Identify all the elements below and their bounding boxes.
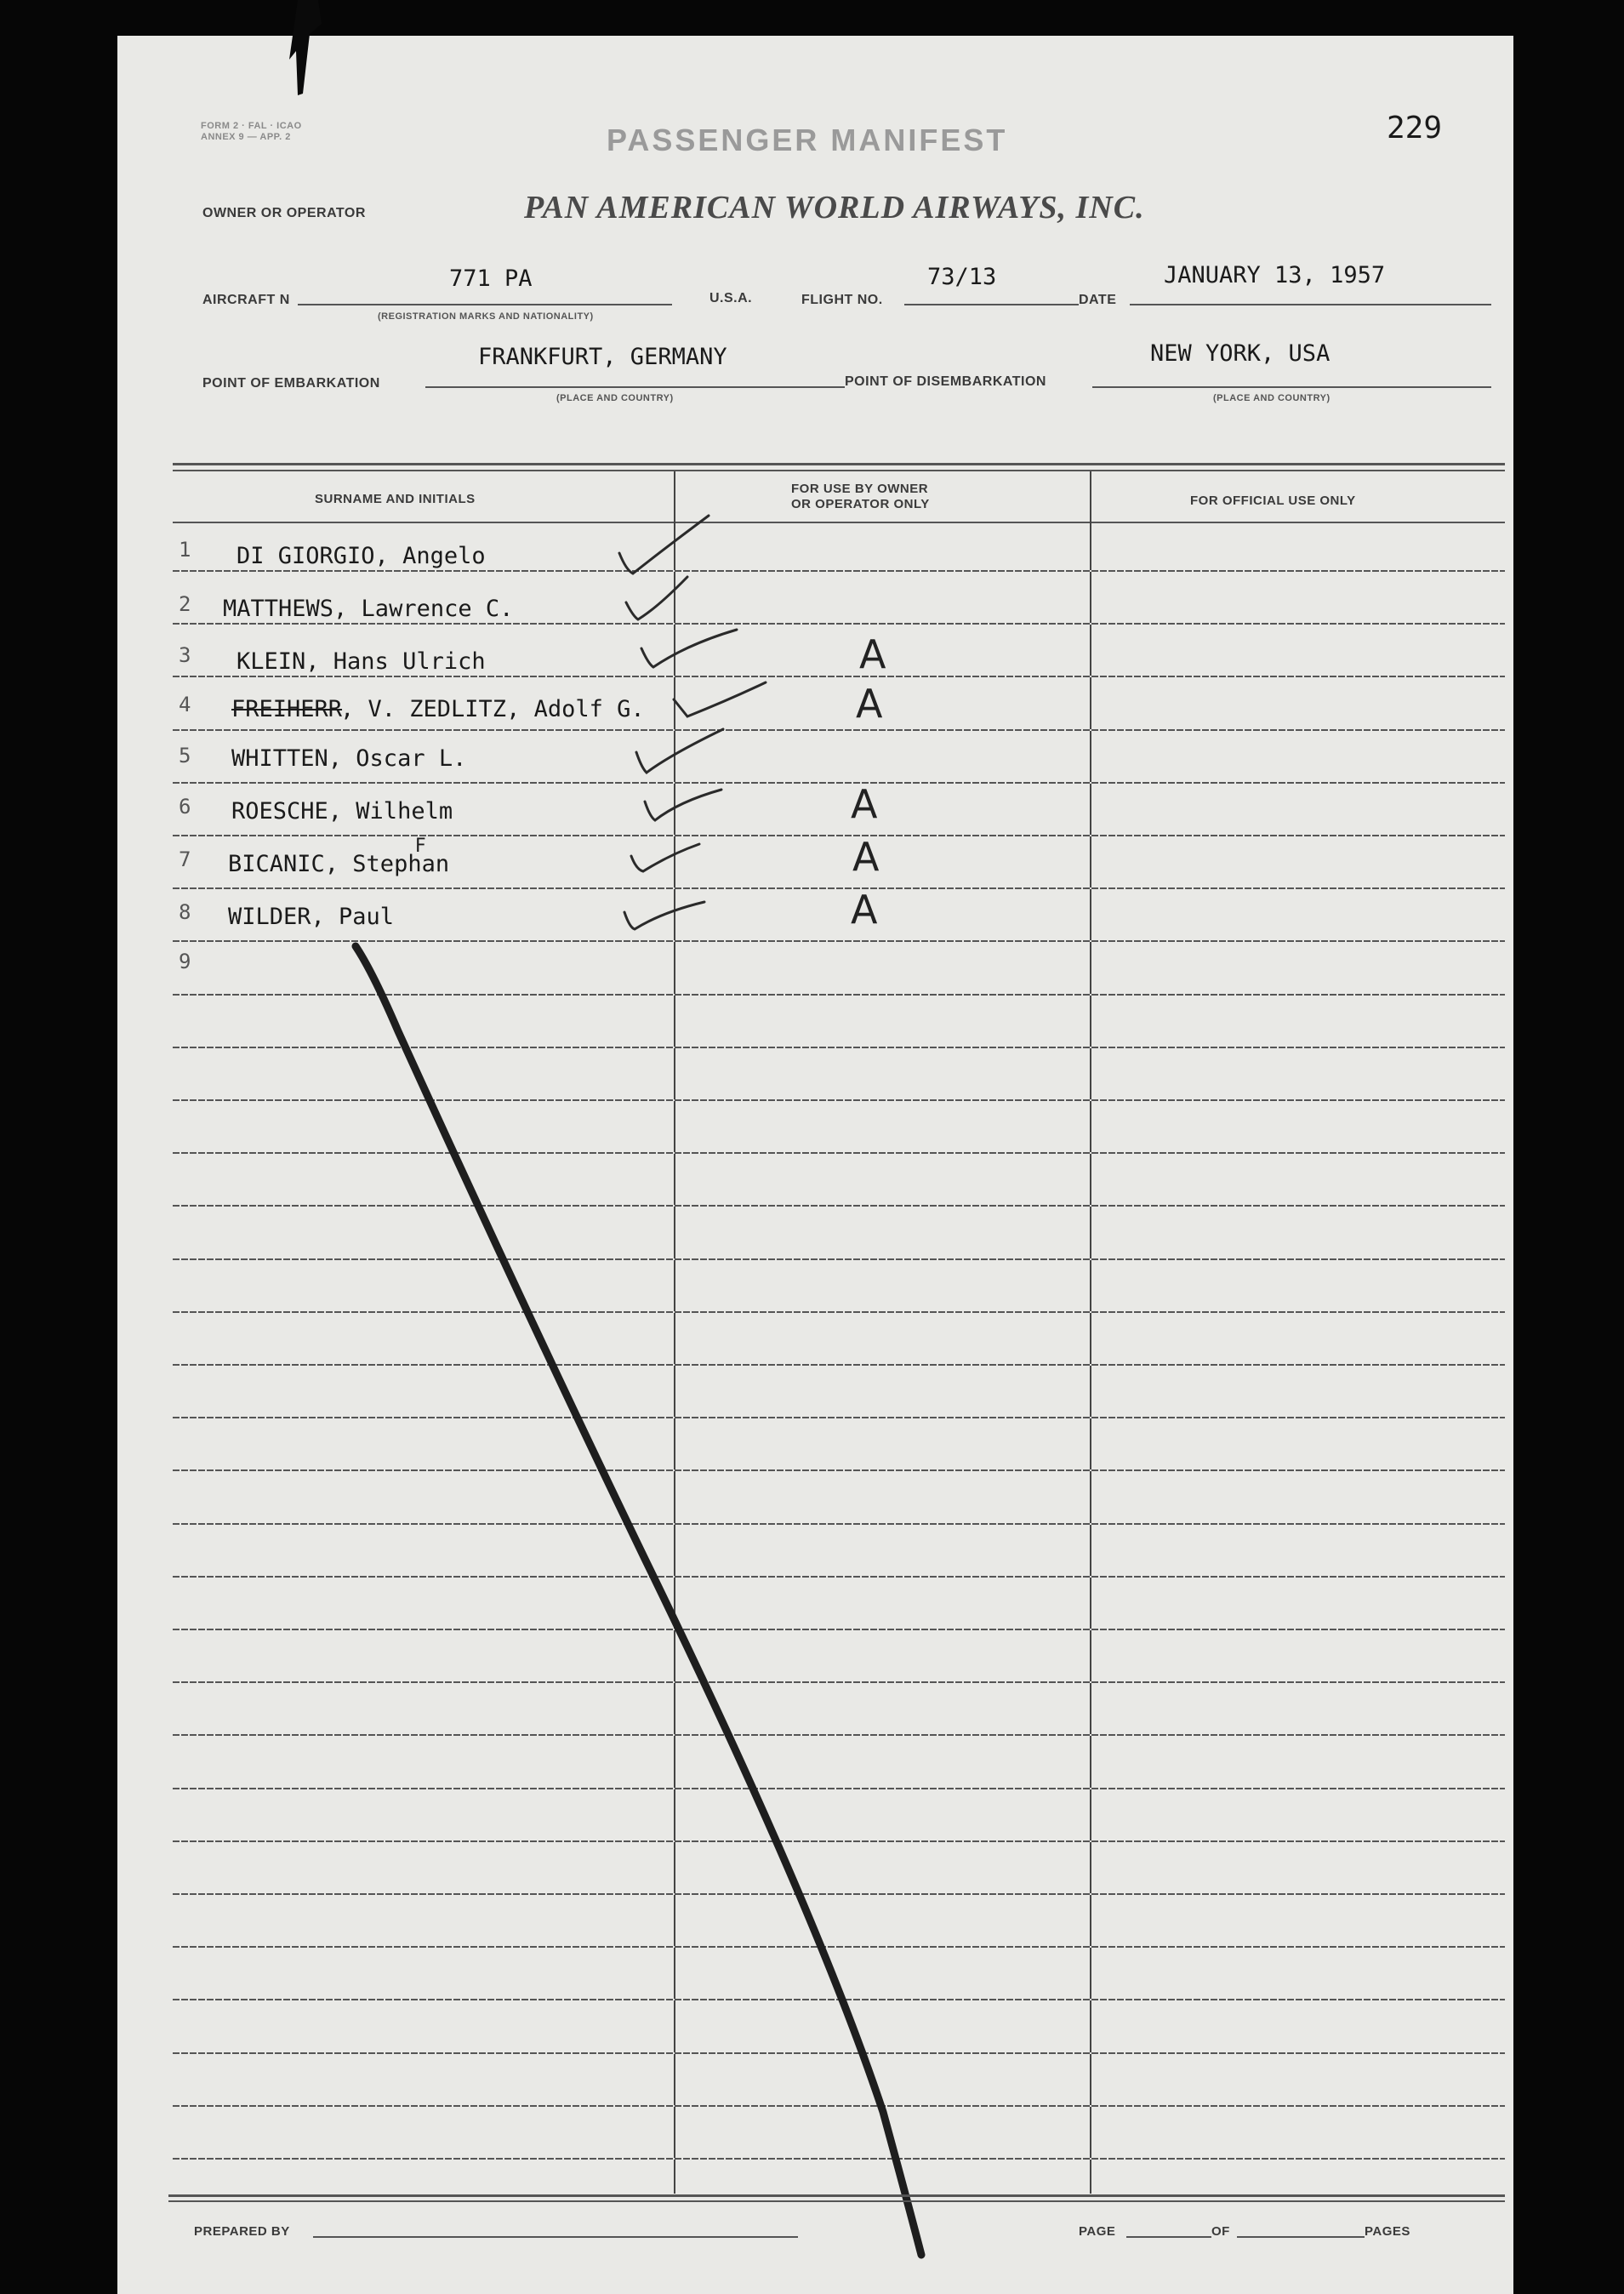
row-number: 2: [179, 592, 191, 616]
passenger-name-struck: FREIHERR: [231, 696, 343, 722]
passenger-name: MATTHEWS, Lawrence C.: [223, 596, 514, 622]
check-mark-icon: [631, 844, 699, 871]
diagonal-cancel-line: [356, 946, 921, 2255]
page-title: PASSENGER MANIFEST: [607, 123, 1008, 157]
passenger-name: BICANIC, Stephan: [228, 851, 450, 877]
disembarkation-label: POINT OF DISEMBARKATION: [845, 374, 1046, 389]
flight-label: FLIGHT NO.: [801, 293, 883, 307]
handwritten-correction: F: [415, 836, 426, 857]
manifest-page: [117, 36, 1513, 2294]
passenger-name: , V. ZEDLITZ, Adolf G.: [340, 696, 645, 722]
passenger-name: KLEIN, Hans Ulrich: [236, 648, 486, 675]
row-number: 9: [179, 950, 191, 973]
passenger-name: ROESCHE, Wilhelm: [231, 798, 453, 825]
usa-label: U.S.A.: [709, 291, 753, 305]
check-mark-icon: [624, 902, 704, 929]
handwritten-mark: A: [852, 834, 880, 880]
form-code: FORM 2 · FAL · ICAO ANNEX 9 — APP. 2: [201, 121, 302, 142]
passenger-name: WILDER, Paul: [228, 904, 395, 930]
of-label: OF: [1211, 2224, 1230, 2239]
row-number: 7: [179, 847, 191, 871]
check-mark-icon: [619, 516, 709, 574]
prepared-by-label: PREPARED BY: [194, 2224, 290, 2239]
col-header-operator-1: FOR USE BY OWNER: [791, 482, 929, 496]
row-number: 3: [179, 643, 191, 667]
date-value: JANUARY 13, 1957: [1164, 262, 1386, 288]
pages-label: PAGES: [1365, 2224, 1410, 2239]
handwritten-mark: A: [851, 887, 878, 933]
row-number: 4: [179, 693, 191, 716]
handwritten-mark: A: [859, 631, 886, 677]
aircraft-value: 771 PA: [449, 265, 533, 292]
check-mark-icon: [641, 630, 737, 667]
embarkation-label: POINT OF EMBARKATION: [202, 376, 380, 391]
operator-name: PAN AMERICAN WORLD AIRWAYS, INC.: [524, 190, 1145, 225]
aircraft-sublabel: (REGISTRATION MARKS AND NATIONALITY): [378, 311, 594, 322]
embarkation-value: FRANKFURT, GERMANY: [478, 344, 727, 370]
row-number: 1: [179, 538, 191, 562]
page-label: PAGE: [1079, 2224, 1116, 2239]
date-label: DATE: [1079, 293, 1117, 307]
aircraft-label: AIRCRAFT N: [202, 293, 290, 307]
embarkation-sublabel: (PLACE AND COUNTRY): [556, 393, 674, 403]
passenger-name: WHITTEN, Oscar L.: [231, 745, 467, 772]
row-number: 6: [179, 795, 191, 819]
disembarkation-sublabel: (PLACE AND COUNTRY): [1213, 393, 1331, 403]
flight-value: 73/13: [927, 264, 997, 290]
col-header-operator-2: OR OPERATOR ONLY: [791, 497, 930, 511]
disembarkation-value: NEW YORK, USA: [1150, 340, 1331, 367]
handwritten-mark: A: [856, 681, 883, 727]
col-header-official: FOR OFFICIAL USE ONLY: [1190, 494, 1356, 508]
check-mark-icon: [645, 790, 721, 820]
check-mark-icon: [636, 729, 723, 773]
check-marks: [117, 36, 1513, 2294]
handwritten-mark: A: [851, 781, 878, 827]
page-number: 229: [1387, 111, 1443, 146]
passenger-name: DI GIORGIO, Angelo: [236, 543, 486, 569]
check-mark-icon: [674, 682, 766, 716]
row-number: 5: [179, 744, 191, 768]
row-number: 8: [179, 900, 191, 924]
check-mark-icon: [626, 577, 687, 619]
owner-label: OWNER OR OPERATOR: [202, 206, 366, 220]
col-header-surname: SURNAME AND INITIALS: [315, 492, 476, 506]
